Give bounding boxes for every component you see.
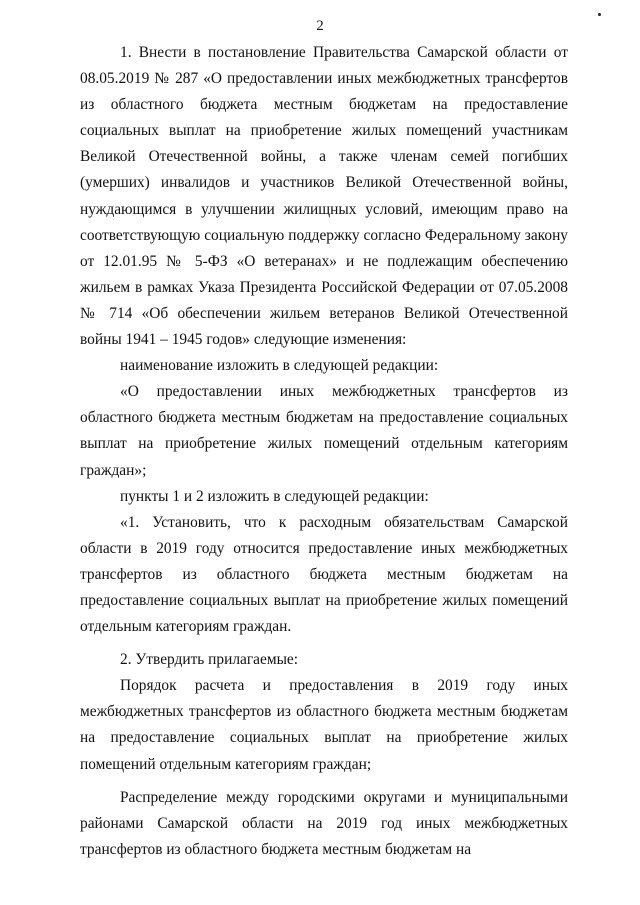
paragraph-new-title: «О предоставлении иных межбюджетных трансфертов из областного бюджета местным бюджетам на предоставление социальных выплат на приобретение жилых помещений отдельным категориям граждан»; <box>80 383 568 479</box>
paragraph-point-2: 2. Утвердить прилагаемые: <box>120 651 299 669</box>
document-body <box>80 40 568 863</box>
paragraph-point-1: «1. Установить, что к расходным обязательствам Самарской области в 2019 году относится предоставление иных межбюджетных трансфертов из областного бюджета местным бюджетам на предоставление социальных выплат на приобретение жилых помещений отдельным категориям граждан. <box>80 513 568 636</box>
paragraph-amendment-intro: 1. Внести в постановление Правительства Самарской области от 08.05.2019 № 287 «О предоставлении иных межбюджетных трансфертов из областного бюджета местным бюджетам на предоставление социальных выплат на приобретение жилых помещений участникам Великой Отечественной войны, а также членам семей погибших (умерших) инвалидов и участников Великой Отечественной войны, нуждающимся в улучшении жилищных условий, имеющим право на соответствующую социальную поддержку согласно Федеральному закону от 12.01.95 № 5-ФЗ «О ветеранах» и не подлежащим обеспечению жильем в рамках Указа Президента Российской Федерации от 07.05.2008 № 714 «Об обеспечении жильем ветеранов Великой Отечественной войны 1941 – 1945 годов» следующие изменения: <box>80 44 568 349</box>
paragraph-title-change: наименование изложить в следующей редакции: <box>120 357 439 375</box>
paragraph-procedure: Порядок расчета и предоставления в 2019 году иных межбюджетных трансфертов из областного бюджета местным бюджетам на предоставление социальных выплат на приобретение жилых помещений отдельным категориям граждан; <box>80 677 568 773</box>
paragraph-distribution: Распределение между городскими округами и муниципальными районами Самарской области на 2019 год иных межбюджетных трансфертов из областного бюджета местным бюджетам на <box>80 788 568 858</box>
paragraph-points-change: пункты 1 и 2 изложить в следующей редакции: <box>120 487 429 505</box>
page-number: 2 <box>316 18 324 34</box>
